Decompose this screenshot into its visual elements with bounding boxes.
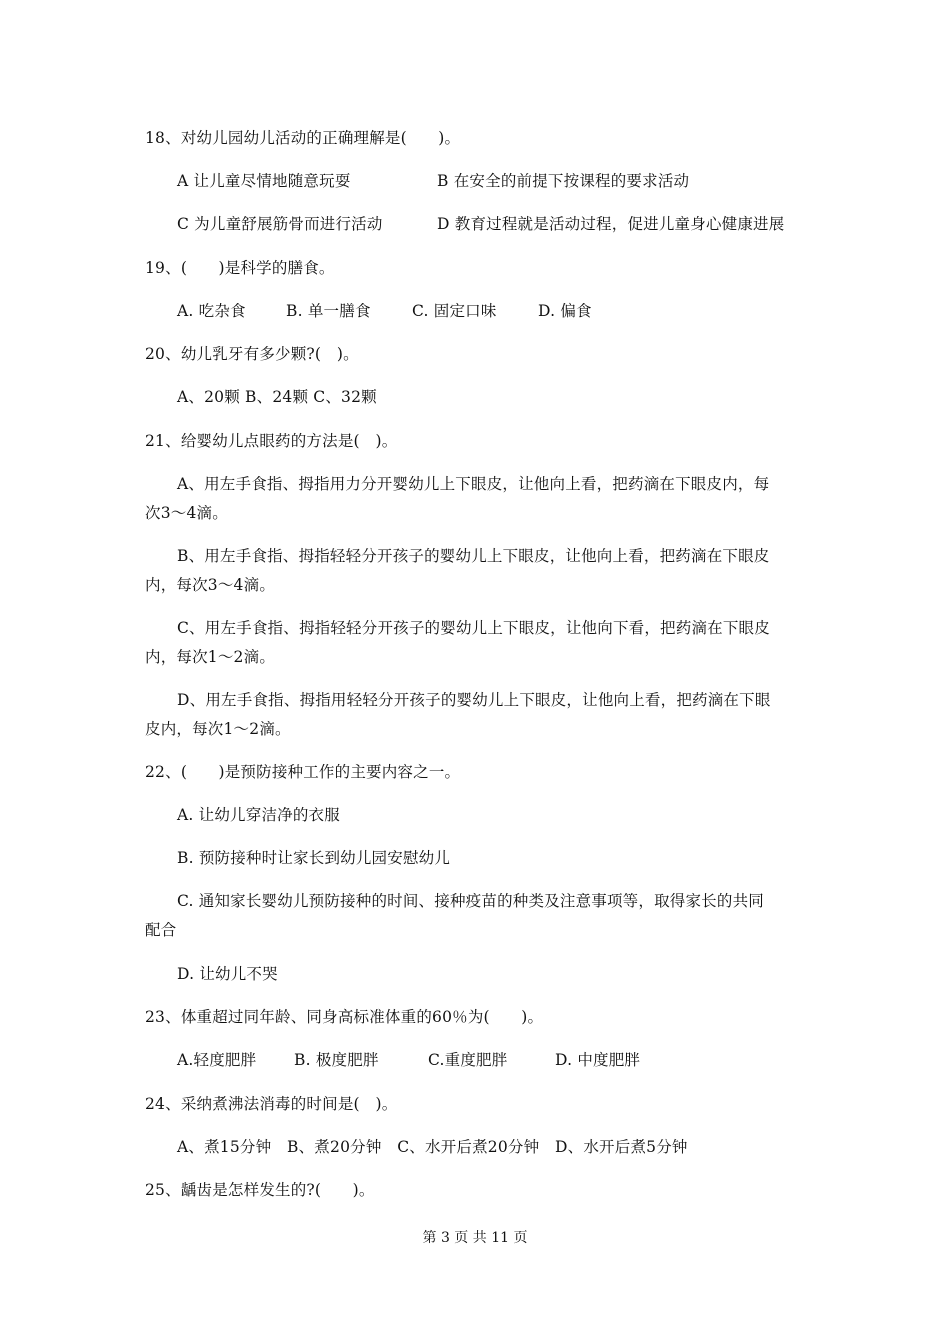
question-24-stem: 24、采纳煮沸法消毒的时间是( )。 [145, 1095, 398, 1113]
question-21-stem: 21、给婴幼儿点眼药的方法是( )。 [145, 432, 398, 450]
question-21-option-c-line1: C、用左手食指、拇指轻轻分开孩子的婴幼儿上下眼皮，让他向下看，把药滴在下眼皮 [177, 619, 770, 637]
question-19-stem: 19、( )是科学的膳食。 [145, 259, 335, 277]
question-22-option-c-line1: C. 通知家长婴幼儿预防接种的时间、接种疫苗的种类及注意事项等，取得家长的共同 [177, 892, 764, 910]
question-20-stem: 20、幼儿乳牙有多少颗?( )。 [145, 345, 359, 363]
question-21-option-b-line1: B、用左手食指、拇指轻轻分开孩子的婴幼儿上下眼皮，让他向上看，把药滴在下眼皮 [177, 547, 770, 565]
question-18-option-c: C 为儿童舒展筋骨而进行活动 [177, 215, 383, 233]
question-23-stem: 23、体重超过同年龄、同身高标准体重的60％为( )。 [145, 1008, 544, 1026]
question-21-option-c-line2: 内，每次1～2滴。 [145, 648, 276, 666]
question-19-option-d: D. 偏食 [538, 302, 592, 320]
question-22-option-c-line2: 配合 [145, 921, 177, 939]
question-18-stem: 18、对幼儿园幼儿活动的正确理解是( )。 [145, 129, 461, 147]
question-19-option-b: B. 单一膳食 [286, 302, 371, 320]
question-21-option-a-line1: A、用左手食指、拇指用力分开婴幼儿上下眼皮，让他向上看，把药滴在下眼皮内，每 [177, 475, 770, 493]
question-22-option-b: B. 预防接种时让家长到幼儿园安慰幼儿 [177, 849, 451, 867]
question-24-options: A、煮15分钟 B、煮20分钟 C、水开后煮20分钟 D、水开后煮5分钟 [177, 1138, 688, 1156]
question-22-stem: 22、( )是预防接种工作的主要内容之一。 [145, 763, 461, 781]
question-23-option-c: C.重度肥胖 [428, 1051, 508, 1069]
question-22-option-a: A. 让幼儿穿洁净的衣服 [177, 806, 340, 824]
question-23-option-b: B. 极度肥胖 [294, 1051, 379, 1069]
question-19-option-a: A. 吃杂食 [177, 302, 246, 320]
question-18-option-d: D 教育过程就是活动过程，促进儿童身心健康进展 [437, 215, 785, 233]
page-number-footer: 第 3 页 共 11 页 [422, 1230, 528, 1246]
question-21-option-a-line2: 次3～4滴。 [145, 504, 228, 522]
question-22-option-d: D. 让幼儿不哭 [177, 965, 278, 983]
question-25-stem: 25、龋齿是怎样发生的?( )。 [145, 1181, 375, 1199]
question-20-options: A、20颗 B、24颗 C、32颗 [177, 388, 377, 406]
question-21-option-d-line2: 皮内，每次1～2滴。 [145, 720, 291, 738]
question-23-option-a: A.轻度肥胖 [177, 1051, 257, 1069]
question-18-option-b: B 在安全的前提下按课程的要求活动 [437, 172, 690, 190]
question-21-option-d-line1: D、用左手食指、拇指用轻轻分开孩子的婴幼儿上下眼皮，让他向上看，把药滴在下眼 [177, 691, 771, 709]
question-19-option-c: C. 固定口味 [412, 302, 497, 320]
question-18-option-a: A 让儿童尽情地随意玩耍 [177, 172, 351, 190]
question-21-option-b-line2: 内，每次3～4滴。 [145, 576, 276, 594]
question-23-option-d: D. 中度肥胖 [555, 1051, 641, 1069]
